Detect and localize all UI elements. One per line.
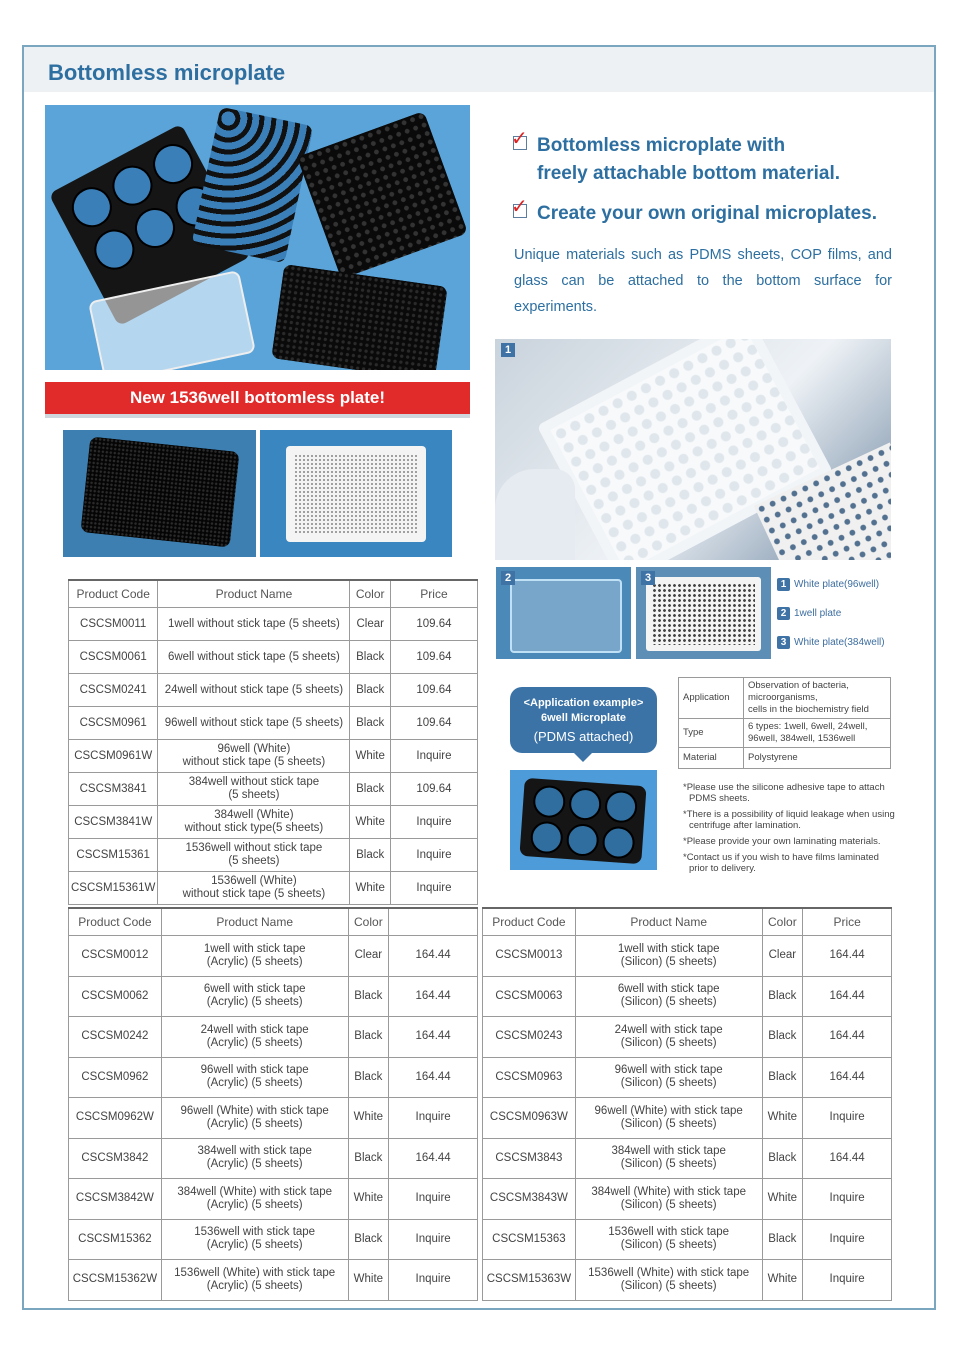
column-header xyxy=(389,908,478,936)
product-price: Inquire xyxy=(389,1098,478,1139)
product-name xyxy=(161,1017,348,1058)
description: Unique materials such as PDMS sheets, COP films, and glass can be attached to the bottom surface for experiments. xyxy=(514,247,892,315)
product-price: 109.64 xyxy=(390,707,477,740)
table-row xyxy=(69,1219,478,1260)
product-color: Black xyxy=(348,976,389,1017)
product-code: CSCSM15363 xyxy=(483,1219,576,1260)
product-name xyxy=(575,1219,762,1260)
page-title: Bottomless microplate xyxy=(48,60,286,85)
column-header: Price xyxy=(803,908,892,936)
product-name-line1: 1536well without stick tape xyxy=(185,842,323,854)
product-name xyxy=(161,1260,348,1301)
headline-line2: Create your own original microplates. xyxy=(537,203,877,224)
product-code: CSCSM0011 xyxy=(69,608,158,641)
product-name xyxy=(158,707,350,740)
photo-white-96well xyxy=(495,339,891,560)
product-name-line1: 6well with stick tape xyxy=(617,983,720,996)
product-code: CSCSM0962 xyxy=(69,1057,162,1098)
table-header-row xyxy=(483,908,892,936)
column-header: Product Name xyxy=(158,580,350,608)
product-name-line2: (5 sheets) xyxy=(228,855,280,867)
twenty-four-well-plate xyxy=(191,107,313,264)
product-code: CSCSM0241 xyxy=(69,674,158,707)
product-name xyxy=(575,976,762,1017)
table-header-row xyxy=(69,908,478,936)
product-color: Black xyxy=(762,1219,803,1260)
product-code: CSCSM3843W xyxy=(483,1179,576,1220)
product-name-line2: (Acrylic) (5 sheets) xyxy=(206,955,303,968)
product-name xyxy=(575,1260,762,1301)
table-header-row xyxy=(69,580,478,608)
product-table-no-tape xyxy=(68,579,478,905)
product-name-line1: 384well (White) xyxy=(214,809,294,821)
table-row xyxy=(483,1017,892,1058)
table-row xyxy=(483,1138,892,1179)
product-name-line1: 96well with stick tape xyxy=(200,1064,309,1077)
product-color: Black xyxy=(350,707,390,740)
product-price: Inquire xyxy=(389,1219,478,1260)
product-price: Inquire xyxy=(390,839,477,872)
product-price: Inquire xyxy=(803,1179,892,1220)
product-name-line2: (Silicon) (5 sheets) xyxy=(620,1198,717,1211)
product-name xyxy=(161,1138,348,1179)
table-row xyxy=(69,839,478,872)
product-name xyxy=(161,1098,348,1139)
product-color: Black xyxy=(348,1057,389,1098)
product-name xyxy=(575,1098,762,1139)
photo-badge-3: 3 xyxy=(641,571,655,585)
table-row xyxy=(69,674,478,707)
product-color: Black xyxy=(350,839,390,872)
product-color: White xyxy=(350,740,390,773)
product-price: 164.44 xyxy=(389,936,478,977)
product-name xyxy=(575,1138,762,1179)
product-name-line1: 384well without stick tape xyxy=(188,776,320,788)
product-name-line1: 24well without stick tape (5 sheets) xyxy=(164,683,344,696)
product-color: Black xyxy=(762,976,803,1017)
ninety-six-well-plate xyxy=(297,111,468,279)
product-code: CSCSM0062 xyxy=(69,976,162,1017)
product-color: Black xyxy=(350,773,390,806)
product-price: Inquire xyxy=(803,1260,892,1301)
product-name-line2: (Silicon) (5 sheets) xyxy=(620,1117,717,1130)
product-color: Black xyxy=(348,1219,389,1260)
product-name-line1: 24well with stick tape xyxy=(614,1023,723,1036)
red-tick-icon-2: ✓ xyxy=(511,196,528,218)
product-name xyxy=(161,1057,348,1098)
product-price: Inquire xyxy=(803,1219,892,1260)
product-name-line2: (Acrylic) (5 sheets) xyxy=(206,996,303,1009)
product-color: White xyxy=(348,1179,389,1220)
product-color: Black xyxy=(762,1017,803,1058)
product-name-line2: (Acrylic) (5 sheets) xyxy=(206,1198,303,1211)
product-code: CSCSM0012 xyxy=(69,936,162,977)
product-name-line1: 6well with stick tape xyxy=(203,983,306,996)
product-price: 164.44 xyxy=(389,976,478,1017)
product-code: CSCSM15362 xyxy=(69,1219,162,1260)
product-price: 164.44 xyxy=(389,1057,478,1098)
table-row xyxy=(69,608,478,641)
product-name xyxy=(158,641,350,674)
product-name-line1: 1536well (White) xyxy=(211,875,297,887)
product-name-line2: (5 sheets) xyxy=(228,789,280,801)
table-row xyxy=(483,1260,892,1301)
product-name xyxy=(158,740,350,773)
product-name-line2: (Silicon) (5 sheets) xyxy=(620,1279,717,1292)
product-price: 164.44 xyxy=(803,1138,892,1179)
product-color: White xyxy=(762,1179,803,1220)
product-code: CSCSM0961 xyxy=(69,707,158,740)
table-row xyxy=(69,872,478,905)
table-row xyxy=(69,1138,478,1179)
product-price: 109.64 xyxy=(390,773,477,806)
product-name xyxy=(161,1219,348,1260)
product-price: Inquire xyxy=(390,806,477,839)
product-code: CSCSM3842W xyxy=(69,1179,162,1220)
column-header: Product Name xyxy=(161,908,348,936)
new-product-banner: New 1536well bottomless plate! xyxy=(45,382,470,414)
product-name xyxy=(161,1179,348,1220)
product-price: Inquire xyxy=(390,872,477,905)
table-row xyxy=(483,1057,892,1098)
product-code: CSCSM3842 xyxy=(69,1138,162,1179)
table-row xyxy=(69,773,478,806)
product-name-line2: (Acrylic) (5 sheets) xyxy=(206,1279,303,1292)
note-1: *Please use the silicone adhesive tape to attach PDMS sheets. xyxy=(683,782,885,804)
product-code: CSCSM15362W xyxy=(69,1260,162,1301)
product-color: Clear xyxy=(348,936,389,977)
product-name xyxy=(158,806,350,839)
product-name-line1: 1536well with stick tape xyxy=(608,1226,730,1239)
product-name-line1: 384well with stick tape xyxy=(197,1145,312,1158)
product-name-line1: 24well with stick tape xyxy=(200,1023,309,1036)
product-code: CSCSM3841 xyxy=(69,773,158,806)
headline-line1a: Bottomless microplate with xyxy=(537,135,786,156)
product-price: 164.44 xyxy=(803,976,892,1017)
product-code: CSCSM0963W xyxy=(483,1098,576,1139)
product-price: 109.64 xyxy=(390,641,477,674)
product-name-line1: 96well (White) with stick tape xyxy=(594,1104,743,1117)
photo-badge-1: 1 xyxy=(501,343,515,357)
product-name-line1: 1536well with stick tape xyxy=(194,1226,316,1239)
product-color: Black xyxy=(350,674,390,707)
product-name-line2: (Silicon) (5 sheets) xyxy=(620,955,717,968)
product-color: Black xyxy=(762,1057,803,1098)
note-3: *Please provide your own laminating materials. xyxy=(683,836,881,847)
product-name xyxy=(158,608,350,641)
photo-1well-plate xyxy=(496,567,631,659)
photo-badge-2: 2 xyxy=(501,571,515,585)
product-code: CSCSM15363W xyxy=(483,1260,576,1301)
product-name-line1: 96well (White) xyxy=(217,743,291,755)
product-color: Black xyxy=(762,1138,803,1179)
product-photo-1536-black xyxy=(63,430,256,557)
table-row xyxy=(69,641,478,674)
product-code: CSCSM15361 xyxy=(69,839,158,872)
product-price: Inquire xyxy=(390,740,477,773)
spec-table: Application Observation of bacteria, microorganisms, cells in the biochemistry field Type 6 types: 1well, 6well, 24well, 96well, 384well, 1536well Material Polystyrene xyxy=(678,677,891,769)
product-name-line2: without stick tape (5 sheets) xyxy=(182,756,326,768)
product-name xyxy=(158,872,350,905)
product-name-line2: (Acrylic) (5 sheets) xyxy=(206,1158,303,1171)
product-code: CSCSM0242 xyxy=(69,1017,162,1058)
table-row xyxy=(69,740,478,773)
column-header: Product Code xyxy=(69,580,158,608)
product-name-line1: 384well (White) with stick tape xyxy=(591,1185,746,1198)
column-header: Product Code xyxy=(69,908,162,936)
table-row xyxy=(483,1098,892,1139)
product-photo-plates xyxy=(45,105,470,370)
notes xyxy=(683,782,898,879)
product-name xyxy=(158,839,350,872)
column-header: Product Code xyxy=(483,908,576,936)
product-code: CSCSM0013 xyxy=(483,936,576,977)
table-row xyxy=(483,936,892,977)
product-price: 164.44 xyxy=(389,1138,478,1179)
product-name xyxy=(575,936,762,977)
product-price: Inquire xyxy=(389,1260,478,1301)
product-code: CSCSM0243 xyxy=(483,1017,576,1058)
product-color: Clear xyxy=(350,608,390,641)
legend-item-1: 1 White plate(96well) xyxy=(777,578,879,591)
product-name-line2: (Silicon) (5 sheets) xyxy=(620,1239,717,1252)
table-row xyxy=(483,1179,892,1220)
table-row xyxy=(69,806,478,839)
table-row xyxy=(483,976,892,1017)
product-name-line1: 96well (White) with stick tape xyxy=(180,1104,329,1117)
product-price: 109.64 xyxy=(390,674,477,707)
table-row xyxy=(69,1057,478,1098)
product-code: CSCSM0963 xyxy=(483,1057,576,1098)
product-name-line1: 384well (White) with stick tape xyxy=(177,1185,332,1198)
product-price: 164.44 xyxy=(803,1057,892,1098)
table-row xyxy=(69,1179,478,1220)
product-code: CSCSM3841W xyxy=(69,806,158,839)
product-name-line1: 6well without stick tape (5 sheets) xyxy=(167,650,340,663)
three-eighty-four-well-plate xyxy=(271,264,448,370)
product-name xyxy=(575,1017,762,1058)
application-example-bubble: <Application example> 6well Microplate (PDMS attached) xyxy=(510,687,657,753)
legend-item-3: 3 White plate(384well) xyxy=(777,636,885,649)
product-color: White xyxy=(350,806,390,839)
column-header: Price xyxy=(390,580,477,608)
product-color: Black xyxy=(348,1017,389,1058)
table-row xyxy=(69,976,478,1017)
product-name-line2: (Silicon) (5 sheets) xyxy=(620,996,717,1009)
table-row xyxy=(69,936,478,977)
red-tick-icon: ✓ xyxy=(511,128,528,150)
product-name-line2: without stick type(5 sheets) xyxy=(184,822,324,834)
note-2: *There is a possibility of liquid leakage when using centrifuge after lamination. xyxy=(683,809,895,831)
product-price: 109.64 xyxy=(390,608,477,641)
product-name-line2: (Acrylic) (5 sheets) xyxy=(206,1077,303,1090)
product-color: White xyxy=(762,1098,803,1139)
product-name xyxy=(158,773,350,806)
table-row xyxy=(69,1260,478,1301)
product-table-silicon xyxy=(482,907,892,1301)
product-photo-1536-white xyxy=(260,430,452,557)
product-name-line1: 1536well (White) with stick tape xyxy=(174,1266,336,1279)
product-name-line2: (Acrylic) (5 sheets) xyxy=(206,1036,303,1049)
product-color: White xyxy=(762,1260,803,1301)
column-header: Color xyxy=(348,908,389,936)
product-code: CSCSM0063 xyxy=(483,976,576,1017)
product-name xyxy=(161,976,348,1017)
product-color: Black xyxy=(350,641,390,674)
product-name-line1: 1well with stick tape xyxy=(203,942,306,955)
product-color: Clear xyxy=(762,936,803,977)
banner-divider xyxy=(45,414,470,418)
column-header: Color xyxy=(350,580,390,608)
product-code: CSCSM0962W xyxy=(69,1098,162,1139)
product-name-line1: 1536well (White) with stick tape xyxy=(588,1266,750,1279)
product-name-line1: 96well without stick tape (5 sheets) xyxy=(164,716,344,729)
legend-item-2: 2 1well plate xyxy=(777,607,841,620)
product-name-line2: without stick tape (5 sheets) xyxy=(182,888,326,900)
product-name xyxy=(575,1057,762,1098)
product-color: White xyxy=(350,872,390,905)
product-name-line1: 384well with stick tape xyxy=(611,1145,726,1158)
product-price: 164.44 xyxy=(803,936,892,977)
product-table-acrylic xyxy=(68,907,478,1301)
product-name-line2: (Acrylic) (5 sheets) xyxy=(206,1117,303,1130)
product-code: CSCSM0961W xyxy=(69,740,158,773)
photo-6well-pdms xyxy=(510,770,657,870)
headline-line1b: freely attachable bottom material. xyxy=(537,163,841,184)
product-name-line1: 96well with stick tape xyxy=(614,1064,723,1077)
photo-white-384well xyxy=(636,567,771,659)
note-4: *Contact us if you wish to have films laminated prior to delivery. xyxy=(683,852,879,874)
product-price: 164.44 xyxy=(803,1017,892,1058)
product-price: 164.44 xyxy=(389,1017,478,1058)
table-row xyxy=(69,1098,478,1139)
product-name xyxy=(158,674,350,707)
product-name-line1: 1well without stick tape (5 sheets) xyxy=(167,617,340,630)
product-name xyxy=(575,1179,762,1220)
product-color: White xyxy=(348,1260,389,1301)
product-color: Black xyxy=(348,1138,389,1179)
product-name-line2: (Silicon) (5 sheets) xyxy=(620,1036,717,1049)
product-price: Inquire xyxy=(389,1179,478,1220)
table-row xyxy=(483,1219,892,1260)
product-name-line1: 1well with stick tape xyxy=(617,942,720,955)
column-header: Product Name xyxy=(575,908,762,936)
table-row xyxy=(69,1017,478,1058)
product-color: White xyxy=(348,1098,389,1139)
product-name-line2: (Silicon) (5 sheets) xyxy=(620,1077,717,1090)
product-name xyxy=(161,936,348,977)
product-name-line2: (Acrylic) (5 sheets) xyxy=(206,1239,303,1252)
product-price: Inquire xyxy=(803,1098,892,1139)
product-code: CSCSM15361W xyxy=(69,872,158,905)
product-name-line2: (Silicon) (5 sheets) xyxy=(620,1158,717,1171)
table-row xyxy=(69,707,478,740)
product-code: CSCSM0061 xyxy=(69,641,158,674)
product-code: CSCSM3843 xyxy=(483,1138,576,1179)
column-header: Color xyxy=(762,908,803,936)
